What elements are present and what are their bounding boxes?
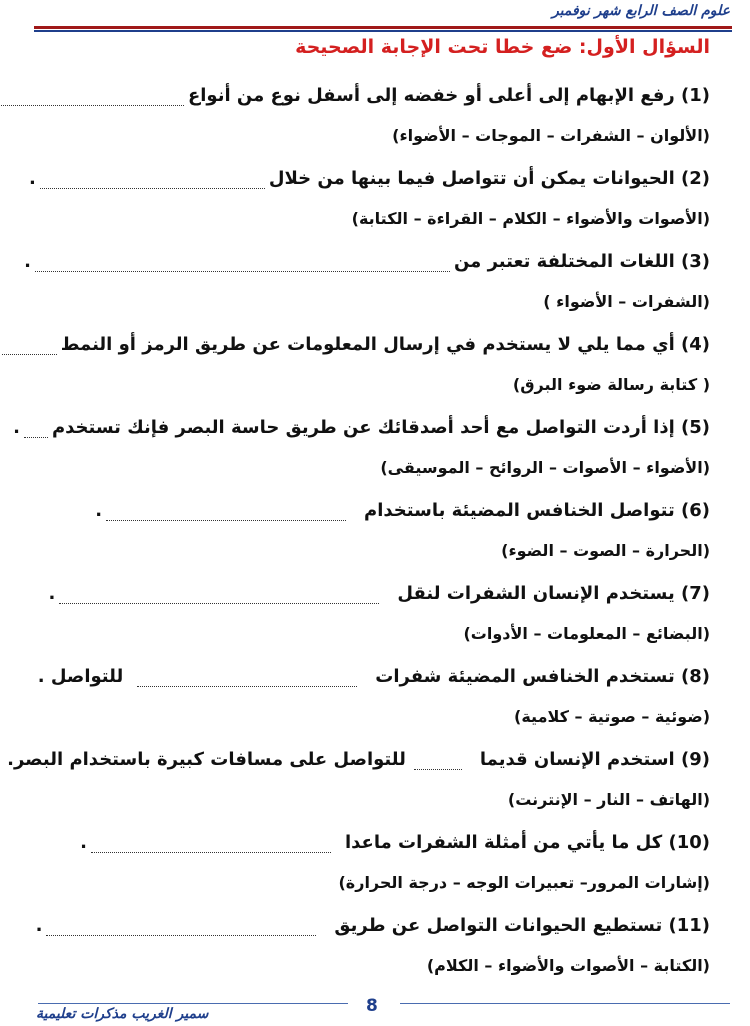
question-item (20, 492, 710, 575)
question-choices: (الشفرات – الأضواء ) (543, 292, 710, 311)
question-item (7, 741, 710, 824)
question-stem: (1) رفع الإبهام إلى أعلى أو خفضه إلى أسفل نوع من أنواع (187, 85, 710, 106)
question-item (20, 326, 710, 409)
answer-blank[interactable] (0, 87, 184, 106)
question-choices: (ضوئية – صوتية – كلامية) (514, 707, 710, 726)
question-stem: (10) كل ما يأتي من أمثلة الشفرات ماعدا (344, 832, 710, 853)
question-end: . (35, 915, 43, 936)
question-stem: (5) إذا أردت التواصل مع أحد أصدقائك عن طريق حاسة البصر فإنك تستخدم (51, 417, 710, 438)
question-end: . (80, 832, 87, 853)
section-title: السؤال الأول: ضع خطا تحت الإجابة الصحيحة (295, 36, 710, 58)
header-rule-navy (34, 30, 732, 32)
question-item (20, 658, 710, 741)
answer-blank[interactable] (35, 253, 450, 272)
question-end: . (24, 251, 31, 272)
question-item (20, 575, 710, 658)
answer-blank[interactable] (91, 834, 331, 853)
question-end: . (95, 500, 103, 521)
question-item (20, 907, 710, 990)
question-end: . (48, 583, 56, 604)
question-choices: (الأضواء – الأصوات – الروائح – الموسيقى) (380, 458, 710, 477)
footer-rule-left (38, 1003, 348, 1004)
header-rule-red (34, 26, 732, 29)
answer-blank[interactable] (414, 751, 462, 770)
question-choices: (الهاتف – النار – الإنترنت) (507, 790, 710, 809)
page-number: 8 (366, 996, 378, 1016)
question-item (20, 824, 710, 907)
question-item (20, 77, 710, 160)
answer-blank[interactable] (137, 668, 357, 687)
question-end: . (29, 168, 36, 189)
question-choices: ( كتابة رسالة ضوء البرق) (512, 375, 710, 394)
question-stem: (8) تستخدم الخنافس المضيئة شفرات (375, 666, 710, 687)
header-title: علوم الصف الرابع شهر نوفمبر (551, 3, 730, 19)
question-end: للتواصل . (37, 666, 124, 687)
question-choices: (الحرارة – الصوت – الضوء) (501, 541, 710, 560)
question-item (20, 160, 710, 243)
question-list (7, 77, 710, 990)
question-choices: (البضائع – المعلومات – الأدوات) (463, 624, 710, 643)
question-stem: (6) تتواصل الخنافس المضيئة باستخدام (364, 500, 710, 521)
question-stem: (3) اللغات المختلفة تعتبر من (453, 251, 710, 272)
question-stem: (9) استخدم الإنسان قديما (479, 749, 710, 770)
answer-blank[interactable] (106, 502, 346, 521)
answer-blank[interactable] (59, 585, 379, 604)
question-item (13, 409, 710, 492)
answer-blank[interactable] (2, 336, 57, 355)
footer-rule-right (400, 1003, 730, 1004)
answer-blank[interactable] (40, 170, 265, 189)
answer-blank[interactable] (24, 419, 48, 438)
page-header (0, 0, 750, 28)
question-choices: (إشارات المرور– تعبيرات الوجه – درجة الحرارة) (338, 873, 710, 892)
question-stem: (2) الحيوانات يمكن أن تتواصل فيما بينها من خلال (268, 168, 710, 189)
question-item (20, 243, 710, 326)
question-choices: (الألوان – الشفرات – الموجات – الأضواء) (392, 126, 710, 145)
answer-blank[interactable] (46, 917, 316, 936)
question-choices: (الكتابة – الأصوات والأضواء – الكلام) (426, 956, 710, 975)
question-choices: (الأصوات والأضواء – الكلام – القراءة – الكتابة) (351, 209, 710, 228)
question-stem: (7) يستخدم الإنسان الشفرات لنقل (397, 583, 710, 604)
question-stem: (4) أي مما يلي لا يستخدم في إرسال المعلومات عن طريق الرمز أو النمط (60, 334, 710, 355)
question-end: . (13, 417, 20, 438)
question-end: للتواصل على مسافات كبيرة باستخدام البصر. (7, 749, 406, 770)
footer-brand: سمير الغريب مذكرات تعليمية (36, 1006, 209, 1022)
question-stem: (11) تستطيع الحيوانات التواصل عن طريق (334, 915, 710, 936)
